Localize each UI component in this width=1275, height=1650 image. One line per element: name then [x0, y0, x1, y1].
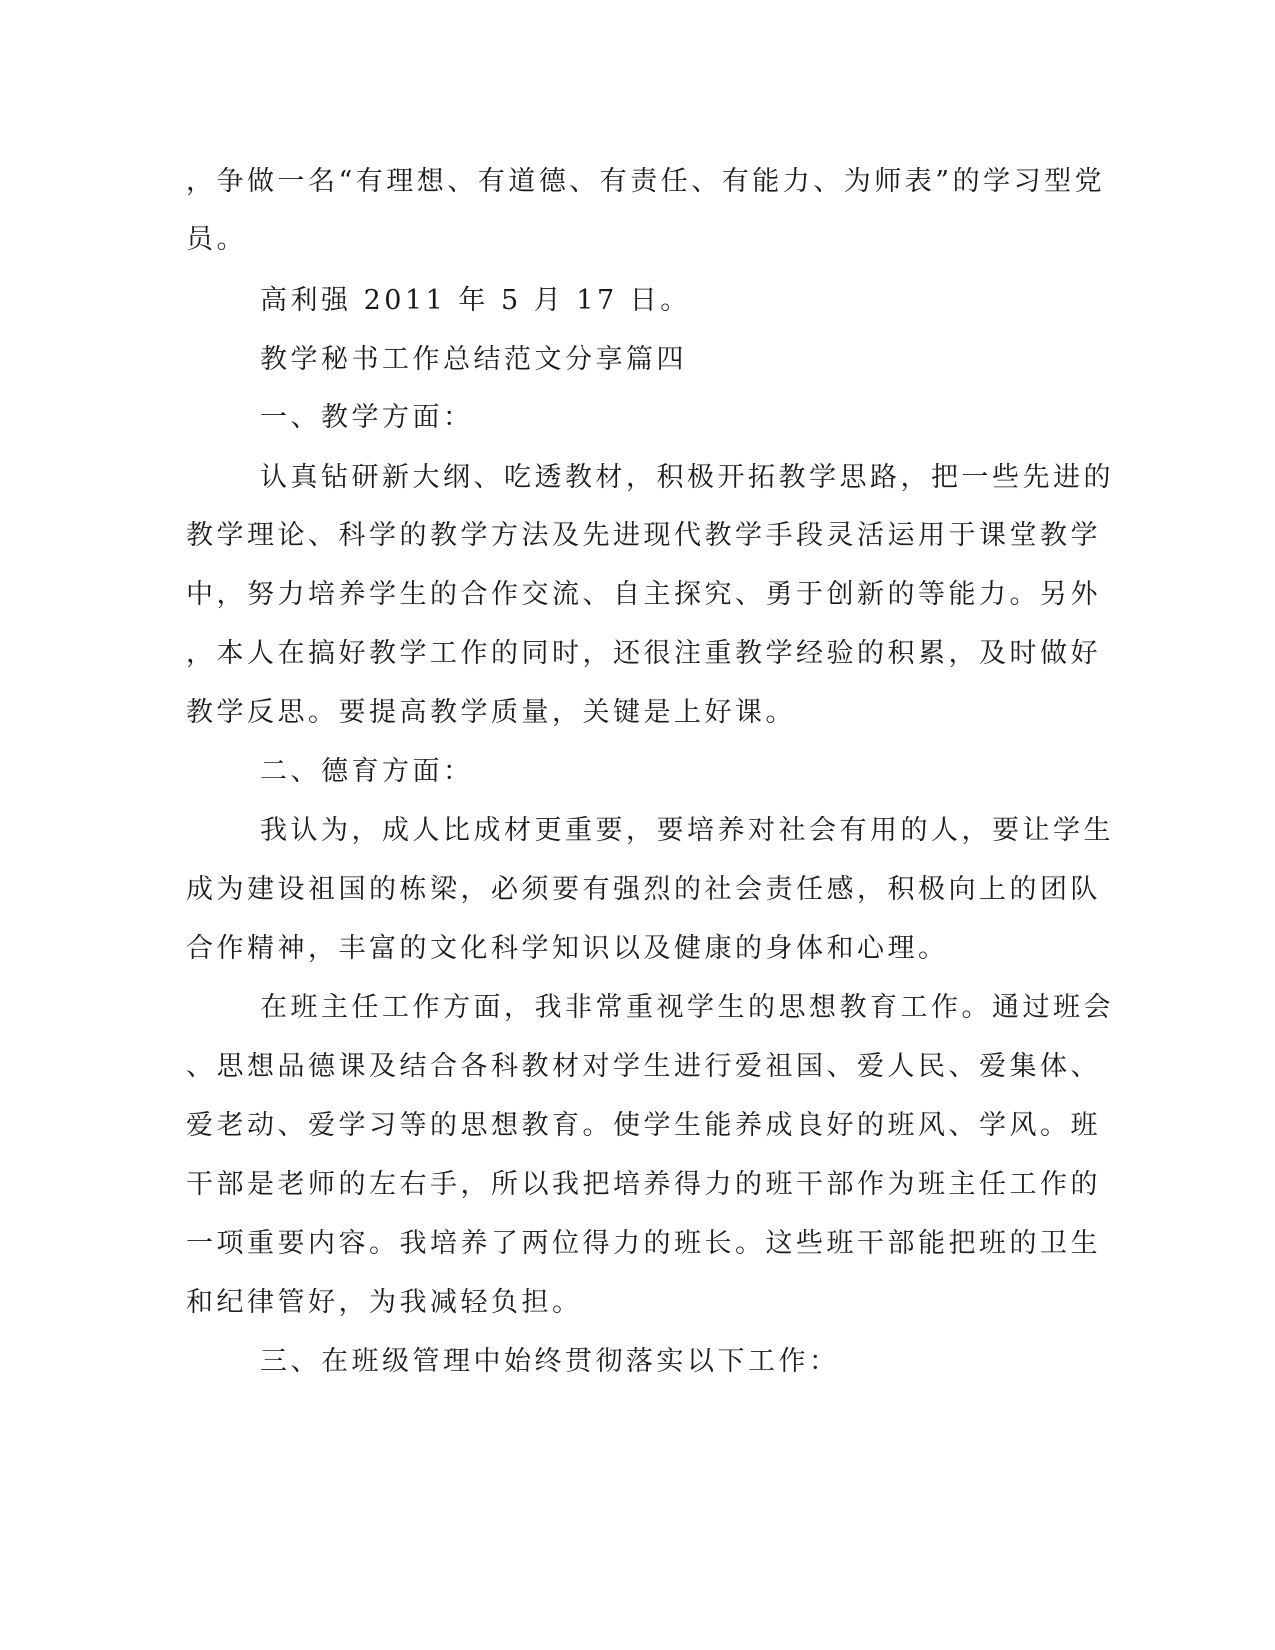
text-line: 干部是老师的左右手，所以我把培养得力的班干部作为班主任工作的 [186, 1169, 1101, 1200]
text-line: 员。 [186, 224, 247, 255]
section-heading: 二、德育方面： [260, 756, 474, 787]
text-line: 、思想品德课及结合各科教材对学生进行爱祖国、爱人民、爱集体、 [186, 1051, 1101, 1082]
text-line: 中，努力培养学生的合作交流、自主探究、勇于创新的等能力。另外 [186, 579, 1101, 610]
signature-date-line: 高利强 2011 年 5 月 17 日。 [260, 285, 691, 316]
text-line: 认真钻研新大纲、吃透教材，积极开拓教学思路，把一些先进的 [260, 462, 1114, 493]
section-title: 教学秘书工作总结范文分享篇四 [260, 344, 687, 375]
text-line: 教学反思。要提高教学质量，关键是上好课。 [186, 697, 796, 728]
text-line: 在班主任工作方面，我非常重视学生的思想教育工作。通过班会 [260, 992, 1114, 1023]
text-line: 合作精神，丰富的文化科学知识以及健康的身体和心理。 [186, 933, 949, 964]
section-heading: 三、在班级管理中始终贯彻落实以下工作： [260, 1346, 840, 1377]
text-line: 爱老动、爱学习等的思想教育。使学生能养成良好的班风、学风。班 [186, 1110, 1101, 1141]
text-line: 教学理论、科学的教学方法及先进现代教学手段灵活运用于课堂教学 [186, 520, 1101, 551]
section-heading: 一、教学方面： [260, 402, 474, 433]
text-line: 一项重要内容。我培养了两位得力的班长。这些班干部能把班的卫生 [186, 1228, 1101, 1259]
text-line: 和纪律管好，为我减轻负担。 [186, 1287, 583, 1318]
text-line: 成为建设祖国的栋梁，必须要有强烈的社会责任感，积极向上的团队 [186, 874, 1101, 905]
text-line: 我认为，成人比成材更重要，要培养对社会有用的人，要让学生 [260, 815, 1114, 846]
text-line: ，争做一名“有理想、有道德、有责任、有能力、为师表”的学习型党 [186, 166, 1106, 197]
text-line: ，本人在搞好教学工作的同时，还很注重教学经验的积累，及时做好 [186, 638, 1101, 669]
